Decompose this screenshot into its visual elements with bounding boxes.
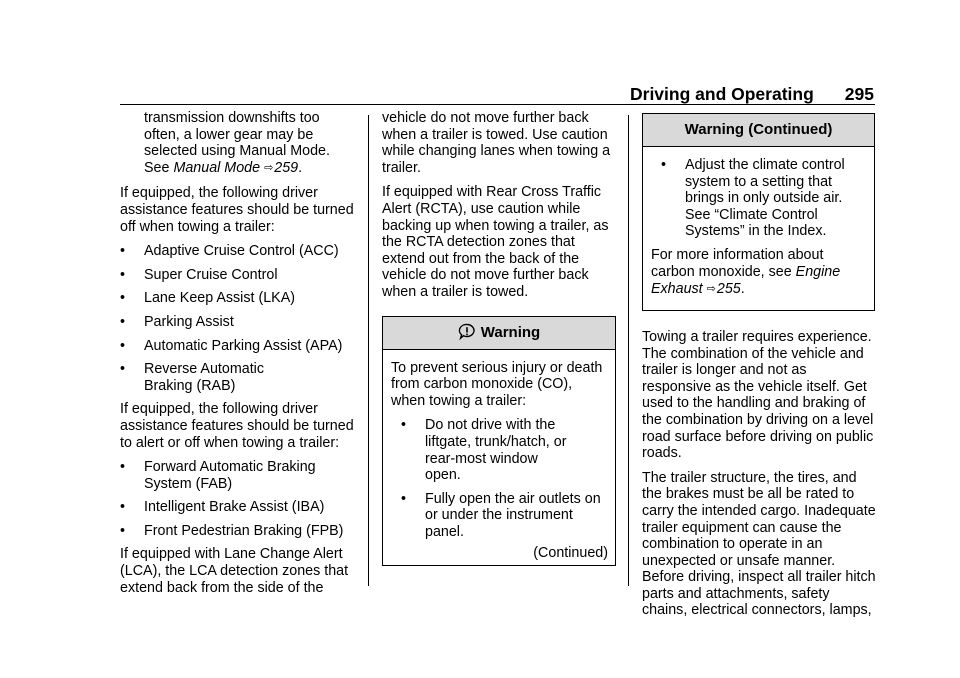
bullet-icon: • [120, 499, 126, 516]
bullet-icon: • [120, 337, 126, 354]
page-reference-arrow-icon: ⇨ [706, 282, 716, 295]
list-item: • Forward Automatic Braking System (FAB) [120, 459, 316, 492]
section-title: Driving and Operating [630, 84, 814, 104]
continued-paragraph: transmission downshifts too often, a lower gear may be selected using Manual Mode. See Manual Mode ⇨259. [144, 110, 330, 176]
ref-page[interactable]: 255 [716, 280, 741, 297]
warning-title: Warning [480, 323, 541, 341]
warning-body [383, 350, 615, 566]
list-item: • Parking Assist [120, 313, 234, 330]
page-number: 295 [844, 84, 874, 104]
list [120, 459, 358, 539]
list-item: • Intelligent Brake Assist (IBA) [120, 499, 325, 516]
ref-title[interactable]: Manual Mode [173, 159, 261, 176]
bullet-icon: • [120, 313, 126, 330]
header-rule [120, 104, 875, 105]
bullet-icon: • [120, 361, 126, 378]
paragraph: If equipped, the following driver assistance features should be turned to alert or off when towing a trailer: [120, 401, 354, 451]
bullet-icon: • [401, 417, 407, 434]
warning-intro: To prevent serious injury or death from carbon monoxide (CO), when towing a trailer: [391, 359, 603, 409]
paragraph: If equipped with Rear Cross Traffic Alert (RCTA), use caution while backing up when towing a trailer, as the RCTA detection zones that extend out from the back of the vehicle do not move further back when a trailer is towed. [382, 184, 609, 300]
warning-more-info: For more information about carbon monoxide, see Engine Exhaust ⇨255. [651, 246, 841, 297]
column-divider [368, 115, 369, 586]
column-divider [628, 115, 629, 586]
column-3 [642, 110, 877, 627]
continued-label: (Continued) [533, 545, 608, 562]
warning-box [382, 316, 616, 567]
column-2 [382, 110, 617, 566]
bullet-icon: • [120, 243, 126, 260]
warning-box-continued [642, 113, 875, 311]
bullet-icon: • [120, 290, 126, 307]
list-item: • Front Pedestrian Braking (FPB) [120, 522, 344, 539]
list-item: • Lane Keep Assist (LKA) [120, 290, 295, 307]
warning-icon [458, 320, 476, 352]
list-item: • Reverse Automatic Braking (RAB) [120, 361, 264, 394]
list-item: • Adaptive Cruise Control (ACC) [120, 243, 339, 260]
paragraph: vehicle do not move further back when a trailer is towed. Use caution while changing lanes when towing a trailer. [382, 110, 611, 176]
warning-header [383, 317, 615, 350]
warning-header: Warning (Continued) [643, 114, 874, 147]
list [120, 243, 358, 394]
warning-bullet: • Adjust the climate control system to a setting that brings in only outside air. See “Climate Control Systems” in the Index. [661, 157, 845, 240]
paragraph: The trailer structure, the tires, and the brakes must be all be rated to carry the intended cargo. Inadequate trailer equipment can cause the combination to operate in an unexpected or unsafe manner. Before driving, inspect all trailer hitch parts and attachments, safety chains, electrical connectors, lamps, [642, 469, 876, 619]
ref-title[interactable]: Engine Exhaust [651, 263, 841, 297]
bullet-icon: • [120, 266, 126, 283]
bullet-icon: • [401, 490, 407, 507]
list-item: • Super Cruise Control [120, 266, 278, 283]
warning-bullet: • Fully open the air outlets on or under the instrument panel. [401, 490, 601, 540]
bullet-icon: • [120, 459, 126, 476]
warning-bullet: • Do not drive with the liftgate, trunk/hatch, or rear-most window open. [401, 417, 567, 484]
warning-body [643, 147, 874, 310]
list-item: • Automatic Parking Assist (APA) [120, 337, 343, 354]
column-1 [120, 110, 358, 604]
paragraph: If equipped, the following driver assistance features should be turned off when towing a trailer: [120, 185, 354, 235]
ref-page[interactable]: 259 [274, 159, 299, 176]
bullet-icon: • [661, 157, 667, 173]
paragraph: If equipped with Lane Change Alert (LCA), the LCA detection zones that extend back from the side of the [120, 546, 349, 596]
bullet-icon: • [120, 522, 126, 539]
page-reference-arrow-icon: ⇨ [264, 161, 274, 174]
paragraph: Towing a trailer requires experience. The combination of the vehicle and trailer is longer and not as responsive as the vehicle itself. Get used to the handling and braking of the combination by driving on a level road surface before driving on public roads. [642, 328, 874, 462]
